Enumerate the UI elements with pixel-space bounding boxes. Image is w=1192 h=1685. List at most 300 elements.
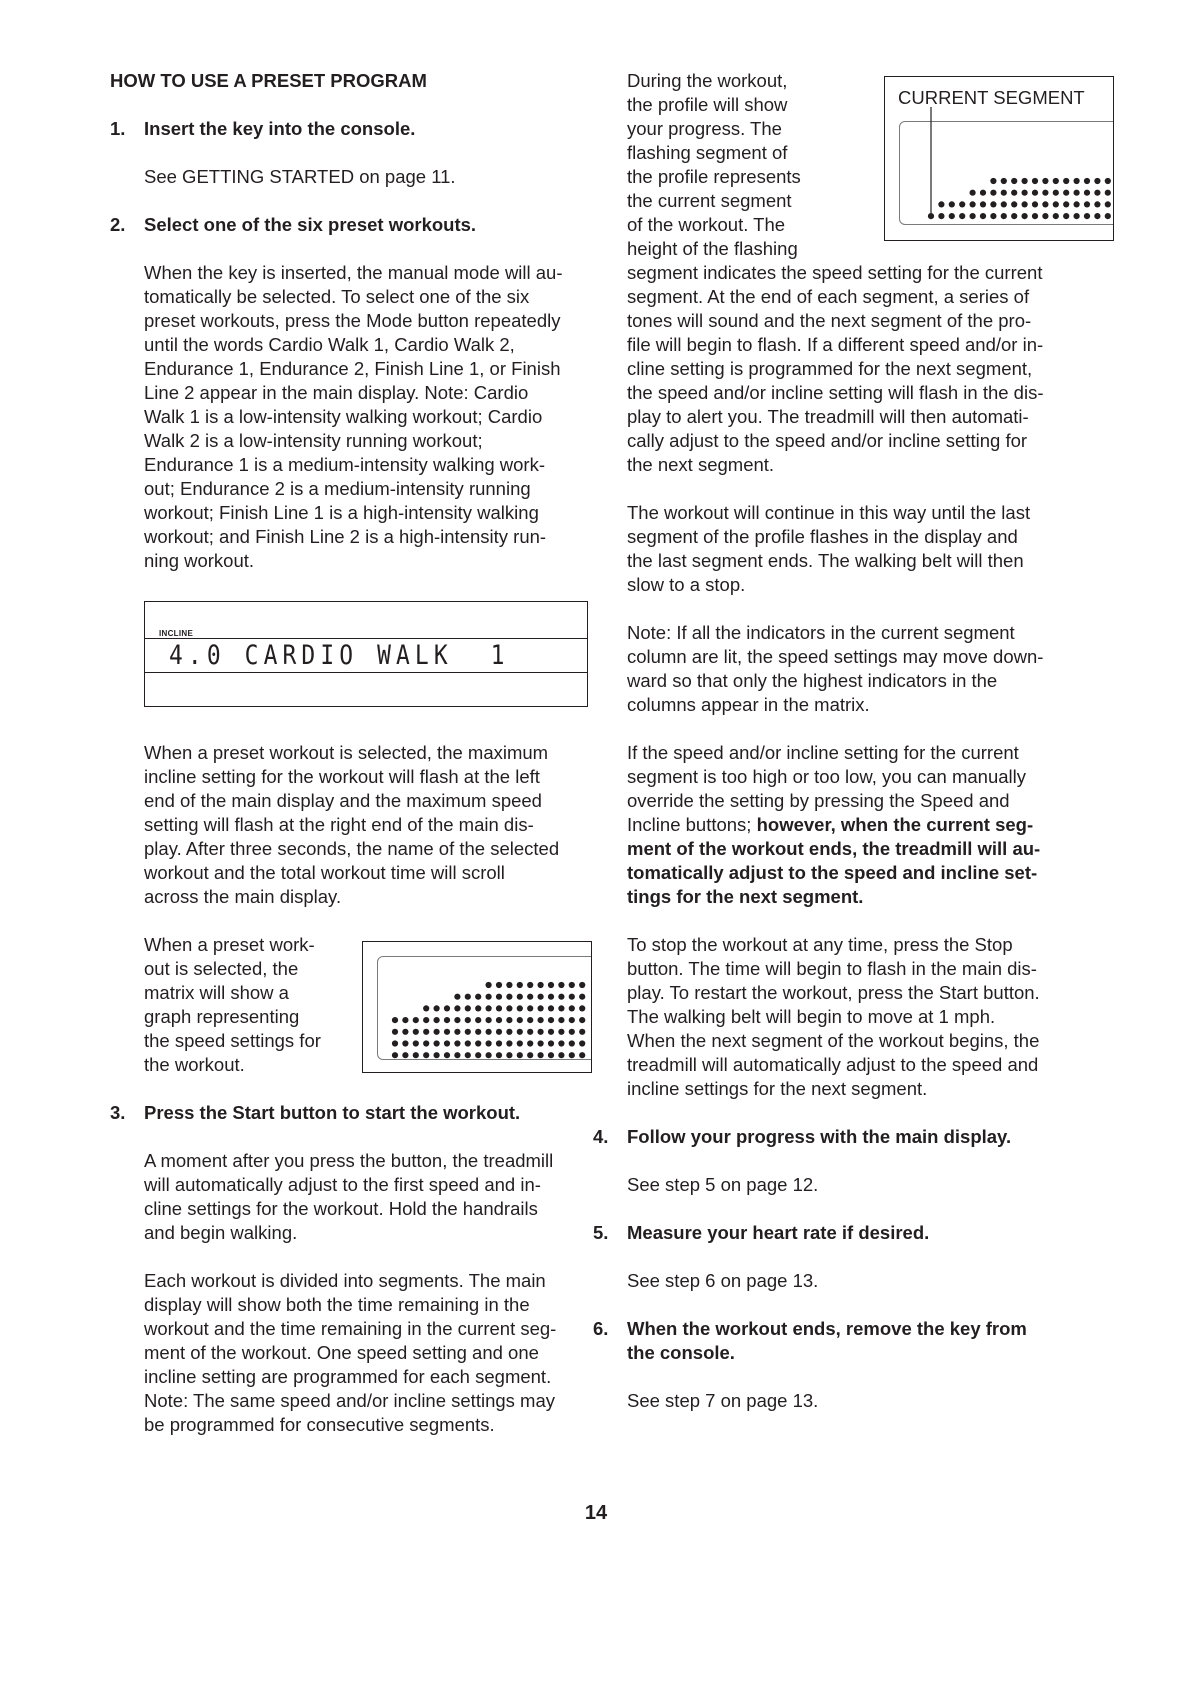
matrix-dot (1032, 178, 1038, 184)
matrix-dot (392, 1017, 398, 1023)
text-line: cline setting is programmed for the next segment, (627, 358, 1033, 379)
text-line: flashing segment of (627, 142, 788, 163)
right-column (593, 69, 1117, 1413)
matrix-dot (486, 994, 492, 1000)
matrix-dot (1053, 201, 1059, 207)
text-line: setting will flash at the right end of the main dis- (144, 814, 534, 835)
text-line: the current segment (627, 190, 792, 211)
matrix-dot (1084, 213, 1090, 219)
matrix-dot (475, 1005, 481, 1011)
matrix-dot (538, 982, 544, 988)
text-line: The workout will continue in this way until the last (627, 502, 1031, 523)
step-5-text: See step 6 on page 13. (627, 1270, 819, 1291)
matrix-dot (506, 1040, 512, 1046)
matrix-dot (517, 1029, 523, 1035)
matrix-dot (517, 994, 523, 1000)
matrix-dot (990, 178, 996, 184)
text-line: To stop the workout at any time, press the Stop (627, 934, 1013, 955)
matrix-dot (475, 1029, 481, 1035)
matrix-dot (496, 1040, 502, 1046)
matrix-dot (496, 1005, 502, 1011)
matrix-dot (423, 1017, 429, 1023)
text-line: tomatically adjust to the speed and incline set- (627, 862, 1038, 883)
matrix-dot (1022, 213, 1028, 219)
text-line: When the key is inserted, the manual mode will au- (144, 262, 563, 283)
matrix-dot (1001, 190, 1007, 196)
matrix-dot (1105, 178, 1111, 184)
step-3-paragraph-2 (110, 1269, 600, 1437)
matrix-dot (548, 1029, 554, 1035)
matrix-dot (1094, 190, 1100, 196)
matrix-dot (980, 190, 986, 196)
matrix-dot (506, 1017, 512, 1023)
matrix-dot (558, 1005, 564, 1011)
matrix-dot (444, 1029, 450, 1035)
matrix-dot (1042, 178, 1048, 184)
matrix-dot (970, 213, 976, 219)
matrix-dot (579, 1029, 585, 1035)
matrix-dot (558, 1017, 564, 1023)
right-paragraph-1 (627, 261, 1117, 477)
matrix-dot (475, 1052, 481, 1058)
matrix-dot (465, 1017, 471, 1023)
matrix-dot (454, 1029, 460, 1035)
matrix-dot (990, 190, 996, 196)
matrix-dot (475, 1017, 481, 1023)
matrix-dot (434, 1017, 440, 1023)
text-line: end of the main display and the maximum speed (144, 790, 542, 811)
matrix-dot (1074, 201, 1080, 207)
step-3-title (110, 1101, 600, 1125)
matrix-dot (496, 982, 502, 988)
matrix-dot (1042, 213, 1048, 219)
matrix-dot (1063, 213, 1069, 219)
matrix-dot (579, 1005, 585, 1011)
right-paragraph-2 (627, 501, 1117, 597)
matrix-dot (413, 1017, 419, 1023)
text-line: matrix will show a (144, 982, 289, 1003)
text-line: workout and the time remaining in the current seg- (144, 1318, 557, 1339)
matrix-dot (465, 1005, 471, 1011)
matrix-dot (423, 1052, 429, 1058)
text-line: be programmed for consecutive segments. (144, 1414, 495, 1435)
matrix-dot (970, 201, 976, 207)
text-line: workout and the total workout time will scroll (144, 862, 505, 883)
matrix-dots (363, 942, 592, 1073)
text-line: When the next segment of the workout begins, the (627, 1030, 1040, 1051)
text-line: Endurance 1 is a medium-intensity walking work- (144, 454, 546, 475)
text-line: incline setting are programmed for each segment. (144, 1366, 552, 1387)
step-title: the console. (627, 1342, 735, 1363)
matrix-dot (402, 1029, 408, 1035)
text-line: play. After three seconds, the name of the selected (144, 838, 560, 859)
matrix-dot (1011, 178, 1017, 184)
matrix-dot (527, 1005, 533, 1011)
matrix-dot (434, 1040, 440, 1046)
text-line: play. To restart the workout, press the Start button. (627, 982, 1040, 1003)
text-line: graph representing (144, 1006, 300, 1027)
text-line: the speed settings for (144, 1030, 321, 1051)
text-line (627, 813, 1117, 837)
matrix-dot (1094, 178, 1100, 184)
text-line: display will show both the time remaining in the (144, 1294, 530, 1315)
lcd-text: 4.0 CARDIO WALK 1 (169, 640, 510, 671)
step-title: Select one of the six preset workouts. (144, 214, 477, 235)
right-paragraph-4 (627, 741, 1117, 909)
bold-text-span: however, when the current seg- (756, 814, 1034, 835)
text-line: file will begin to flash. If a different speed and/or in- (627, 334, 1044, 355)
matrix-dot (1063, 190, 1069, 196)
matrix-dot (1042, 190, 1048, 196)
text-line: Each workout is divided into segments. The main (144, 1270, 546, 1291)
matrix-dot (527, 1040, 533, 1046)
matrix-dot (959, 213, 965, 219)
matrix-dot (1022, 178, 1028, 184)
matrix-dot (527, 994, 533, 1000)
text-line: segment of the profile flashes in the display and (627, 526, 1018, 547)
matrix-dot (1032, 190, 1038, 196)
text-line: the next segment. (627, 454, 775, 475)
incline-label: INCLINE (159, 629, 194, 638)
matrix-dot (413, 1052, 419, 1058)
step-number: 5. (593, 1222, 609, 1243)
matrix-dot (548, 1005, 554, 1011)
matrix-dot (1105, 201, 1111, 207)
matrix-dot (527, 1029, 533, 1035)
matrix-dot (1001, 178, 1007, 184)
text-line: tones will sound and the next segment of the pro- (627, 310, 1032, 331)
matrix-dot (486, 1040, 492, 1046)
matrix-dot (1001, 201, 1007, 207)
right-paragraph-1-float (627, 69, 827, 261)
text-line: height of the flashing (627, 238, 798, 259)
matrix-dot (569, 1029, 575, 1035)
matrix-dot (486, 1029, 492, 1035)
step-5-title (593, 1221, 1117, 1245)
text-line: When a preset work- (144, 934, 315, 955)
text-line: the speed and/or incline setting will flash in the dis- (627, 382, 1044, 403)
matrix-dot (475, 994, 481, 1000)
step-1-text: See GETTING STARTED on page 11. (144, 166, 456, 187)
matrix-dot (579, 1040, 585, 1046)
text-line: cally adjust to the speed and/or incline setting for (627, 430, 1028, 451)
matrix-dot (392, 1052, 398, 1058)
text-line: out is selected, the (144, 958, 299, 979)
matrix-dot (970, 190, 976, 196)
matrix-dot (1074, 213, 1080, 219)
matrix-dot (454, 1040, 460, 1046)
matrix-dot (496, 1052, 502, 1058)
text-line: and begin walking. (144, 1222, 298, 1243)
text-line: ment of the workout. One speed setting and one (144, 1342, 539, 1363)
matrix-dot (1094, 201, 1100, 207)
matrix-dot (548, 994, 554, 1000)
text-line: If the speed and/or incline setting for the current (627, 742, 1019, 763)
matrix-dot (444, 1005, 450, 1011)
text-line: the workout. (144, 1054, 245, 1075)
text-span: Incline buttons; (627, 814, 757, 835)
text-line: Note: The same speed and/or incline settings may (144, 1390, 555, 1411)
step-2-title (110, 213, 600, 237)
matrix-dot (454, 1005, 460, 1011)
matrix-dot (1022, 190, 1028, 196)
text-line: The walking belt will begin to move at 1 mph. (627, 1006, 996, 1027)
matrix-dot (465, 1040, 471, 1046)
matrix-dot (1084, 190, 1090, 196)
matrix-dot (990, 213, 996, 219)
matrix-dot (1084, 201, 1090, 207)
matrix-dot (413, 1029, 419, 1035)
matrix-dot (579, 1052, 585, 1058)
text-line: the last segment ends. The walking belt will then (627, 550, 1024, 571)
matrix-dot (527, 982, 533, 988)
matrix-dot (569, 994, 575, 1000)
text-line: tings for the next segment. (627, 886, 864, 907)
matrix-dot (1053, 213, 1059, 219)
text-line: button. The time will begin to flash in the main dis- (627, 958, 1037, 979)
matrix-dot (423, 1040, 429, 1046)
text-line: Line 2 appear in the main display. Note: Cardio (144, 382, 529, 403)
matrix-dot (434, 1005, 440, 1011)
section-heading: HOW TO USE A PRESET PROGRAM (110, 70, 427, 91)
matrix-dot (465, 1052, 471, 1058)
step-title: Press the Start button to start the workout. (144, 1102, 521, 1123)
matrix-dot (402, 1052, 408, 1058)
text-line: until the words Cardio Walk 1, Cardio Walk 2, (144, 334, 515, 355)
text-line: Walk 1 is a low-intensity walking workout; Cardio (144, 406, 543, 427)
matrix-dot (558, 994, 564, 1000)
step-title-block (627, 1317, 1027, 1365)
matrix-dot (1032, 213, 1038, 219)
step-number: 6. (593, 1318, 609, 1339)
step-2-paragraph-3 (110, 933, 364, 1077)
text-line: your progress. The (627, 118, 782, 139)
matrix-dot (1105, 190, 1111, 196)
current-segment-label: CURRENT SEGMENT (898, 87, 1085, 108)
text-line: A moment after you press the button, the treadmill (144, 1150, 554, 1171)
matrix-dot (506, 1029, 512, 1035)
text-line: of the workout. The (627, 214, 786, 235)
text-line: When a preset workout is selected, the maximum (144, 742, 549, 763)
step-2-paragraph-1 (110, 261, 600, 573)
matrix-dot (569, 1017, 575, 1023)
text-line: segment is too high or too low, you can manually (627, 766, 1027, 787)
matrix-dot (434, 1029, 440, 1035)
matrix-dot (949, 213, 955, 219)
step-3-paragraph-1 (110, 1149, 600, 1245)
left-column (110, 69, 600, 1437)
current-segment-figure (884, 76, 1114, 241)
text-line: tomatically be selected. To select one of the six (144, 286, 530, 307)
step-title: Follow your progress with the main display. (627, 1126, 1012, 1147)
matrix-dot (1011, 201, 1017, 207)
text-line: workout; Finish Line 1 is a high-intensity walking (144, 502, 539, 523)
step-number: 2. (110, 214, 126, 235)
text-line: slow to a stop. (627, 574, 746, 595)
matrix-dot (569, 1005, 575, 1011)
step-4-title (593, 1125, 1117, 1149)
matrix-dot (569, 1052, 575, 1058)
text-line: the profile will show (627, 94, 788, 115)
matrix-dot (517, 1052, 523, 1058)
matrix-dot (444, 1040, 450, 1046)
matrix-dot (402, 1017, 408, 1023)
matrix-dot (1074, 178, 1080, 184)
matrix-dot (548, 982, 554, 988)
matrix-dot (496, 994, 502, 1000)
matrix-dot (486, 982, 492, 988)
step-1-title (110, 117, 600, 141)
step-title: When the workout ends, remove the key from (627, 1318, 1027, 1339)
matrix-dot (517, 982, 523, 988)
matrix-dot (506, 1005, 512, 1011)
matrix-dot (538, 994, 544, 1000)
text-line: Endurance 1, Endurance 2, Finish Line 1, or Finish (144, 358, 561, 379)
step-6-text: See step 7 on page 13. (627, 1390, 819, 1411)
text-line: will automatically adjust to the first speed and in- (144, 1174, 541, 1195)
step-number: 1. (110, 118, 126, 139)
matrix-dot (486, 1017, 492, 1023)
matrix-dot (434, 1052, 440, 1058)
matrix-dot (938, 213, 944, 219)
matrix-dot (990, 201, 996, 207)
matrix-dots (885, 77, 1114, 241)
lcd-row (145, 638, 587, 673)
text-line: workout; and Finish Line 2 is a high-intensity run- (144, 526, 547, 547)
matrix-dot (517, 1005, 523, 1011)
matrix-dot (1063, 201, 1069, 207)
text-line: ning workout. (144, 550, 255, 571)
matrix-dot (558, 1029, 564, 1035)
matrix-dot (486, 1052, 492, 1058)
matrix-dot (402, 1040, 408, 1046)
matrix-dot (1084, 178, 1090, 184)
matrix-dot (980, 213, 986, 219)
matrix-dot (558, 1052, 564, 1058)
matrix-dot (538, 1017, 544, 1023)
matrix-dot (1053, 178, 1059, 184)
matrix-dot (413, 1040, 419, 1046)
step-2-paragraph-2 (110, 741, 600, 909)
text-line: segment. At the end of each segment, a series of (627, 286, 1030, 307)
text-line: segment indicates the speed setting for the current (627, 262, 1043, 283)
step-title: Measure your heart rate if desired. (627, 1222, 930, 1243)
text-line: out; Endurance 2 is a medium-intensity running (144, 478, 531, 499)
matrix-dot (938, 201, 944, 207)
right-paragraph-3 (627, 621, 1117, 717)
matrix-dot (959, 201, 965, 207)
text-line: incline setting for the workout will flash at the left (144, 766, 540, 787)
text-line: the profile represents (627, 166, 801, 187)
matrix-dot (1063, 178, 1069, 184)
matrix-dot (496, 1017, 502, 1023)
matrix-dot (538, 1052, 544, 1058)
matrix-dot (548, 1040, 554, 1046)
matrix-dot (579, 982, 585, 988)
matrix-dot (569, 982, 575, 988)
matrix-dot (496, 1029, 502, 1035)
matrix-dot (980, 201, 986, 207)
matrix-dot (506, 1052, 512, 1058)
matrix-dot (1094, 213, 1100, 219)
matrix-dot (569, 1040, 575, 1046)
matrix-dot (1001, 213, 1007, 219)
matrix-dot (392, 1029, 398, 1035)
matrix-dot (579, 994, 585, 1000)
step-title: Insert the key into the console. (144, 118, 416, 139)
text-line: ment of the workout ends, the treadmill will au- (627, 838, 1041, 859)
matrix-dot (558, 982, 564, 988)
matrix-dot (527, 1052, 533, 1058)
matrix-dot (486, 1005, 492, 1011)
matrix-dot (454, 994, 460, 1000)
matrix-dot (423, 1029, 429, 1035)
matrix-dot (1011, 213, 1017, 219)
right-paragraph-5 (627, 933, 1117, 1101)
matrix-dot (444, 1052, 450, 1058)
matrix-dot (949, 201, 955, 207)
text-line: ward so that only the highest indicators in the (627, 670, 998, 691)
matrix-dot (475, 1040, 481, 1046)
text-line: across the main display. (144, 886, 342, 907)
matrix-dot (548, 1052, 554, 1058)
text-line: cline settings for the workout. Hold the handrails (144, 1198, 538, 1219)
matrix-dot (558, 1040, 564, 1046)
matrix-dot (454, 1052, 460, 1058)
text-line: During the workout, (627, 70, 788, 91)
text-line: incline settings for the next segment. (627, 1078, 928, 1099)
matrix-dot (1074, 190, 1080, 196)
step-number: 4. (593, 1126, 609, 1147)
matrix-dot (538, 1005, 544, 1011)
matrix-dot (1053, 190, 1059, 196)
matrix-dot (517, 1017, 523, 1023)
text-line: play to alert you. The treadmill will then automati- (627, 406, 1029, 427)
matrix-dot (423, 1005, 429, 1011)
text-line: treadmill will automatically adjust to the speed and (627, 1054, 1039, 1075)
speed-matrix-figure (362, 941, 592, 1073)
step-6-title (593, 1317, 1117, 1365)
matrix-dot (506, 994, 512, 1000)
text-line: preset workouts, press the Mode button repeatedly (144, 310, 561, 331)
matrix-dot (527, 1017, 533, 1023)
matrix-dot (538, 1040, 544, 1046)
matrix-dot (1042, 201, 1048, 207)
matrix-dot (465, 1029, 471, 1035)
matrix-dot (454, 1017, 460, 1023)
matrix-dot (517, 1040, 523, 1046)
text-line: Note: If all the indicators in the current segment (627, 622, 1015, 643)
matrix-dot (392, 1040, 398, 1046)
matrix-dot (548, 1017, 554, 1023)
matrix-dot (1032, 201, 1038, 207)
text-line: column are lit, the speed settings may move down- (627, 646, 1044, 667)
step-number: 3. (110, 1102, 126, 1123)
step-4-text: See step 5 on page 12. (627, 1174, 819, 1195)
matrix-dot (1022, 201, 1028, 207)
matrix-dot (1011, 190, 1017, 196)
text-line: columns appear in the matrix. (627, 694, 870, 715)
matrix-dot (444, 1017, 450, 1023)
lcd-display-figure (144, 601, 588, 707)
matrix-dot (465, 994, 471, 1000)
page-number: 14 (584, 1502, 608, 1524)
matrix-dot (579, 1017, 585, 1023)
matrix-dot (506, 982, 512, 988)
matrix-dot (538, 1029, 544, 1035)
matrix-dot (1105, 213, 1111, 219)
text-line: Walk 2 is a low-intensity running workout; (144, 430, 483, 451)
